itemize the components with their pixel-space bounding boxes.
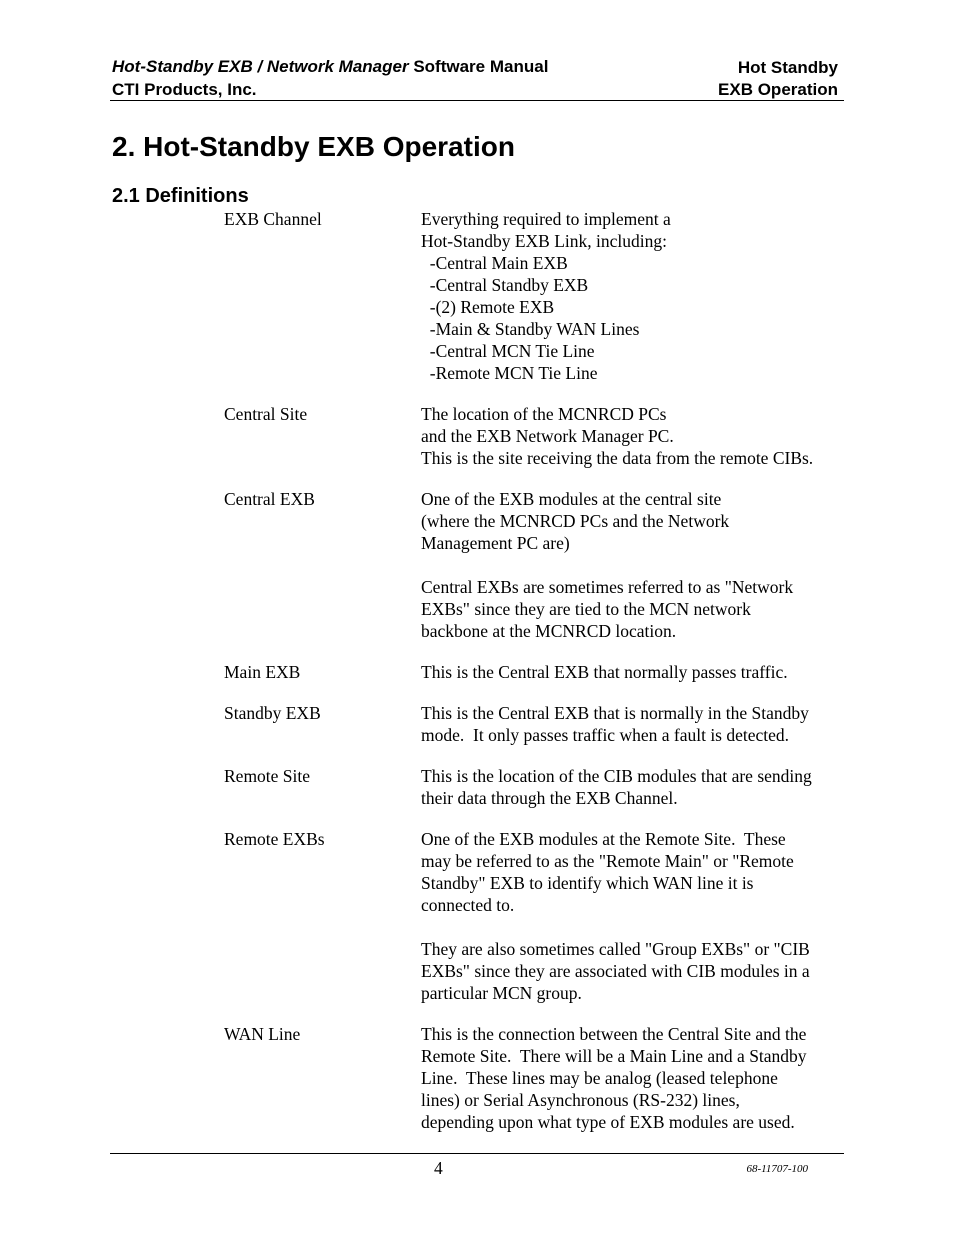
paragraph-gap	[421, 554, 851, 576]
definition-line: lines) or Serial Asynchronous (RS-232) lines,	[421, 1090, 740, 1110]
definition-text	[421, 702, 851, 746]
definition-line: particular MCN group.	[421, 983, 582, 1003]
definition-line: -(2) Remote EXB	[421, 297, 555, 317]
header-manual-title	[112, 56, 548, 78]
definition-text	[421, 1023, 851, 1133]
definition-line: (where the MCNRCD PCs and the Network	[421, 511, 730, 531]
header-company: CTI Products, Inc.	[112, 80, 257, 99]
definition-text	[421, 661, 851, 683]
definition-line: their data through the EXB Channel.	[421, 788, 678, 808]
definition-line: One of the EXB modules at the Remote Site. These	[421, 829, 786, 849]
definition-line: Remote Site. There will be a Main Line and a Standby	[421, 1046, 807, 1066]
definition-line: -Central Main EXB	[421, 253, 568, 273]
header-rule	[110, 100, 844, 101]
definition-line: -Remote MCN Tie Line	[421, 363, 598, 383]
definition-term: Central Site	[224, 404, 308, 424]
definition-line: connected to.	[421, 895, 515, 915]
header-section-line2: EXB Operation	[718, 80, 838, 99]
definition-line: and the EXB Network Manager PC.	[421, 426, 674, 446]
definition-term: Remote EXBs	[224, 829, 325, 849]
definition-line: This is the site receiving the data from the remote CIBs.	[421, 448, 814, 468]
document-number: 68-11707-100	[746, 1163, 808, 1175]
page-number: 4	[434, 1158, 443, 1178]
definition-text	[421, 488, 851, 642]
definition-term: WAN Line	[224, 1024, 301, 1044]
definition-term: Standby EXB	[224, 703, 321, 723]
footer-rule	[110, 1153, 844, 1154]
definition-line: Hot-Standby EXB Link, including:	[421, 231, 667, 251]
definition-line: may be referred to as the "Remote Main" or "Remote	[421, 851, 794, 871]
definition-line: -Central MCN Tie Line	[421, 341, 595, 361]
definition-line: Management PC are)	[421, 533, 570, 553]
definition-text	[421, 765, 851, 809]
definition-line: The location of the MCNRCD PCs	[421, 404, 667, 424]
definition-line: This is the Central EXB that is normally in the Standby	[421, 703, 809, 723]
paragraph-gap	[421, 916, 851, 938]
definition-line: Line. These lines may be analog (leased telephone	[421, 1068, 778, 1088]
definition-line: Standby" EXB to identify which WAN line it is	[421, 873, 754, 893]
header-section-line1: Hot Standby	[737, 58, 838, 77]
definition-line: Central EXBs are sometimes referred to as "Network	[421, 577, 794, 597]
definition-line: One of the EXB modules at the central site	[421, 489, 722, 509]
chapter-title: 2. Hot-Standby EXB Operation	[112, 131, 515, 162]
definition-line: -Main & Standby WAN Lines	[421, 319, 640, 339]
definition-line: depending upon what type of EXB modules are used.	[421, 1112, 795, 1132]
definition-line: backbone at the MCNRCD location.	[421, 621, 677, 641]
definition-line: -Central Standby EXB	[421, 275, 589, 295]
definition-line: This is the Central EXB that normally passes traffic.	[421, 662, 788, 682]
definition-text	[421, 828, 851, 1004]
definition-text	[421, 208, 851, 384]
definition-text	[421, 403, 851, 469]
header-product-name: Hot-Standby EXB / Network Manager	[112, 57, 409, 76]
definition-line: mode. It only passes traffic when a fault is detected.	[421, 725, 790, 745]
definition-term: Remote Site	[224, 766, 311, 786]
definition-line: They are also sometimes called "Group EXBs" or "CIB	[421, 939, 810, 959]
definition-line: This is the location of the CIB modules that are sending	[421, 766, 812, 786]
definition-term: Central EXB	[224, 489, 315, 509]
definition-line: This is the connection between the Central Site and the	[421, 1024, 807, 1044]
definition-line: Everything required to implement a	[421, 209, 671, 229]
definition-term: EXB Channel	[224, 209, 322, 229]
definition-term: Main EXB	[224, 662, 301, 682]
definition-line: EXBs" since they are tied to the MCN network	[421, 599, 751, 619]
header-manual-type: Software Manual	[408, 57, 549, 76]
definition-line: EXBs" since they are associated with CIB modules in a	[421, 961, 810, 981]
section-title: 2.1 Definitions	[112, 185, 249, 207]
